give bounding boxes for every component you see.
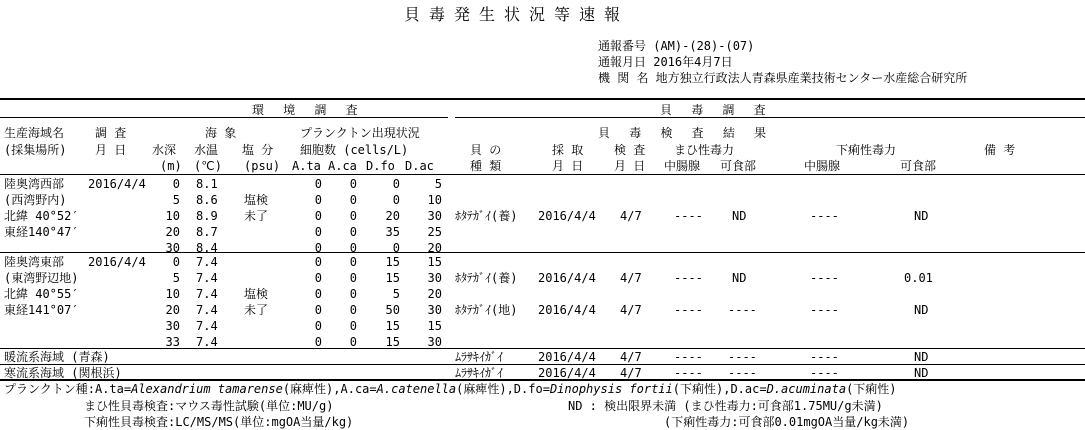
block2-lat: 北緯 40°55′ bbox=[4, 287, 79, 301]
block1-temp-value: 8.6 bbox=[196, 193, 218, 207]
block1-dfo-value: 0 bbox=[392, 193, 400, 207]
block3-sample: 2016/4/4 bbox=[538, 350, 596, 364]
block2-ata-value: 0 bbox=[314, 319, 322, 333]
block2-dac-value: 30 bbox=[427, 271, 442, 285]
block2-bottom-rule bbox=[0, 348, 1085, 349]
block2-temp-value: 7.4 bbox=[196, 303, 218, 317]
block4-psp-hepato: ---- bbox=[674, 366, 703, 380]
block1-area-name: 陸奥湾西部 bbox=[4, 177, 65, 191]
footer-dfo-type: (下痢性),D.ac= bbox=[672, 382, 767, 396]
env-survey-header: 環 境 調 査 bbox=[252, 103, 364, 117]
block2-aca-value: 0 bbox=[349, 319, 357, 333]
block1-dac-value: 20 bbox=[427, 241, 442, 255]
block4-kind: ﾑﾗｻｷｲｶﾞｲ bbox=[455, 366, 504, 380]
report-date: 通報月日 2016年4月7日 bbox=[598, 55, 733, 69]
footer-aca-name: A.catenella bbox=[376, 382, 457, 396]
block2-ata-value: 0 bbox=[314, 303, 322, 317]
block1-dac-value: 25 bbox=[427, 225, 442, 239]
header-dsp: 下痢性毒力 bbox=[836, 143, 897, 157]
block1-dfo-value: 0 bbox=[392, 241, 400, 255]
block2-shell2-kind: ﾎﾀﾃｶﾞｲ(地) bbox=[455, 303, 518, 317]
block2-dac-value: 15 bbox=[427, 255, 442, 269]
shellfish-survey-header: 貝 毒 調 査 bbox=[660, 103, 772, 117]
block2-shell1-dsp-edible: 0.01 bbox=[904, 271, 933, 285]
block4-check: 4/7 bbox=[620, 366, 642, 380]
block2-shell1-kind: ﾎﾀﾃｶﾞｲ(養) bbox=[455, 271, 518, 285]
block4-area: 寒流系海域 (関根浜) bbox=[4, 366, 122, 380]
block2-date: 2016/4/4 bbox=[88, 255, 146, 269]
header-temp-unit: (℃) bbox=[194, 159, 222, 173]
block4-dsp-edible: ND bbox=[914, 366, 929, 380]
block1-ata-value: 0 bbox=[314, 209, 322, 223]
footer-psp-method: まひ性貝毒検査:マウス毒性試験(単位:MU/g) bbox=[84, 399, 334, 413]
footer-dsp-method: 下痢性貝毒検査:LC/MS/MS(単位:mgOA当量/kg) bbox=[84, 415, 354, 429]
block1-ata-value: 0 bbox=[314, 241, 322, 255]
header-sample-md: 月 日 bbox=[552, 159, 584, 173]
block2-aca-value: 0 bbox=[349, 287, 357, 301]
block2-shell1-check: 4/7 bbox=[620, 271, 642, 285]
block1-ata-value: 0 bbox=[314, 177, 322, 191]
header-psp: まひ性毒力 bbox=[674, 143, 735, 157]
block1-dsp-hepato: ---- bbox=[810, 209, 839, 223]
block2-ata-value: 0 bbox=[314, 287, 322, 301]
block1-temp-value: 8.4 bbox=[196, 241, 218, 255]
block1-depth-value: 0 bbox=[172, 177, 180, 191]
block2-ata-value: 0 bbox=[314, 335, 322, 349]
header-bottom-rule bbox=[0, 174, 1085, 175]
block2-depth-value: 20 bbox=[165, 303, 180, 317]
header-psp-hepato: 中腸腺 bbox=[664, 159, 701, 173]
block1-temp-value: 8.1 bbox=[196, 177, 218, 191]
header-dfo: D.fo bbox=[366, 159, 395, 173]
block2-shell2-psp-edible: ---- bbox=[728, 303, 757, 317]
block1-dfo-value: 20 bbox=[385, 209, 400, 223]
block2-depth-value: 33 bbox=[165, 335, 180, 349]
block2-dac-value: 30 bbox=[427, 335, 442, 349]
block2-shell2-check: 4/7 bbox=[620, 303, 642, 317]
block1-depth-value: 30 bbox=[165, 241, 180, 255]
block2-shell2-psp-hepato: ---- bbox=[674, 303, 703, 317]
header-psp-edible: 可食部 bbox=[720, 159, 757, 173]
header-depth: 水深 bbox=[152, 143, 177, 157]
block1-shell-check: 4/7 bbox=[620, 209, 642, 223]
block1-dac-value: 10 bbox=[427, 193, 442, 207]
block2-dac-value: 15 bbox=[427, 319, 442, 333]
block2-shell1-psp-hepato: ---- bbox=[674, 271, 703, 285]
block3-psp-hepato: ---- bbox=[674, 350, 703, 364]
block1-shell-sample: 2016/4/4 bbox=[538, 209, 596, 223]
header-depth-unit: (m) bbox=[160, 159, 182, 173]
block1-dsp-edible: ND bbox=[914, 209, 929, 223]
header-note: 備 考 bbox=[984, 143, 1016, 157]
block2-temp-value: 7.4 bbox=[196, 271, 218, 285]
block3-bottom-rule bbox=[0, 364, 1085, 365]
block1-aca-value: 0 bbox=[349, 241, 357, 255]
header-dac: D.ac bbox=[405, 159, 434, 173]
block2-shell1-sample: 2016/4/4 bbox=[538, 271, 596, 285]
block1-area-place: (西湾野内) bbox=[4, 193, 67, 207]
header-temp: 水温 bbox=[194, 143, 219, 157]
block2-dfo-value: 15 bbox=[385, 335, 400, 349]
report-number: 通報番号 (AM)-(28)-(07) bbox=[598, 39, 755, 53]
header-result: 貝 毒 検 査 結 果 bbox=[598, 126, 773, 140]
header-cells: 細胞数 (cells/L) bbox=[300, 143, 409, 157]
block3-psp-edible: ---- bbox=[728, 350, 757, 364]
block1-dac-value: 5 bbox=[434, 177, 442, 191]
block1-lon: 東経140°47′ bbox=[4, 225, 79, 239]
block1-depth-value: 20 bbox=[165, 225, 180, 239]
block1-temp-value: 8.7 bbox=[196, 225, 218, 239]
block1-aca-value: 0 bbox=[349, 177, 357, 191]
block2-aca-value: 0 bbox=[349, 303, 357, 317]
footer-nd-note: ND : 検出限界未満 (まひ性毒力:可食部1.75MU/g未満) bbox=[568, 399, 883, 413]
footer-dsp-note: (下痢性毒力:可食部0.01mgOA当量/kg未満) bbox=[664, 415, 910, 429]
block2-shell2-dsp-edible: ND bbox=[914, 303, 929, 317]
block1-dac-value: 30 bbox=[427, 209, 442, 223]
block1-aca-value: 0 bbox=[349, 193, 357, 207]
block2-dfo-value: 15 bbox=[385, 319, 400, 333]
block2-area-place: (東湾野辺地) bbox=[4, 271, 79, 285]
block1-psp-edible: ND bbox=[732, 209, 747, 223]
block2-lon: 東経141°07′ bbox=[4, 303, 79, 317]
footer-aca-type: (麻痺性),D.fo= bbox=[456, 382, 550, 396]
report-organization: 機 関 名 地方独立行政法人青森県産業技術センター水産総合研究所 bbox=[598, 71, 968, 85]
block2-temp-value: 7.4 bbox=[196, 335, 218, 349]
block2-dac-value: 20 bbox=[427, 287, 442, 301]
table-top-border bbox=[0, 98, 1085, 100]
block1-aca-value: 0 bbox=[349, 225, 357, 239]
block2-ata-value: 0 bbox=[314, 255, 322, 269]
block1-sal-note1: 塩検 bbox=[244, 193, 269, 207]
block2-shell1-dsp-hepato: ---- bbox=[810, 271, 839, 285]
block1-bottom-rule bbox=[0, 252, 1085, 253]
header-sample: 採 取 bbox=[552, 143, 584, 157]
block2-dfo-value: 50 bbox=[385, 303, 400, 317]
block3-kind: ﾑﾗｻｷｲｶﾞｲ bbox=[455, 350, 504, 364]
footer-dac-name: D.acuminata bbox=[766, 382, 847, 396]
header-dsp-hepato: 中腸腺 bbox=[804, 159, 841, 173]
header-ata: A.ta bbox=[292, 159, 321, 173]
block2-temp-value: 7.4 bbox=[196, 255, 218, 269]
block2-shell2-sample: 2016/4/4 bbox=[538, 303, 596, 317]
header-month-day: 月 日 bbox=[95, 143, 127, 157]
header-shell: 貝 の bbox=[470, 143, 502, 157]
header-area: 生産海域名 bbox=[4, 126, 65, 140]
block1-ata-value: 0 bbox=[314, 225, 322, 239]
header-dsp-edible: 可食部 bbox=[900, 159, 937, 173]
block2-sal-note1: 塩検 bbox=[244, 287, 269, 301]
block2-aca-value: 0 bbox=[349, 335, 357, 349]
block2-aca-value: 0 bbox=[349, 271, 357, 285]
block4-psp-edible: ---- bbox=[728, 366, 757, 380]
block1-temp-value: 8.9 bbox=[196, 209, 218, 223]
header-aca: A.ca bbox=[328, 159, 357, 173]
block2-ata-value: 0 bbox=[314, 271, 322, 285]
header-salinity-unit: (psu) bbox=[244, 159, 281, 173]
block1-psp-hepato: ---- bbox=[674, 209, 703, 223]
footer-plankton-prefix: プランクトン種:A.ta= bbox=[4, 382, 132, 396]
block1-lat: 北緯 40°52′ bbox=[4, 209, 79, 223]
block1-date: 2016/4/4 bbox=[88, 177, 146, 191]
block2-dfo-value: 15 bbox=[385, 271, 400, 285]
header-area-place: (採集場所) bbox=[4, 143, 67, 157]
page-title: 貝毒発生状況等速報 bbox=[404, 5, 630, 24]
block2-depth-value: 30 bbox=[165, 319, 180, 333]
footer-ata-name: Alexandrium tamarense bbox=[131, 382, 283, 396]
block2-aca-value: 0 bbox=[349, 255, 357, 269]
block2-temp-value: 7.4 bbox=[196, 287, 218, 301]
block2-shell2-dsp-hepato: ---- bbox=[810, 303, 839, 317]
block4-dsp-hepato: ---- bbox=[810, 366, 839, 380]
block2-area-name: 陸奥湾東部 bbox=[4, 255, 65, 269]
shell-header-rule bbox=[455, 117, 1085, 118]
block3-dsp-hepato: ---- bbox=[810, 350, 839, 364]
block2-depth-value: 10 bbox=[165, 287, 180, 301]
block2-sal-note2: 未了 bbox=[244, 303, 269, 317]
block2-depth-value: 0 bbox=[172, 255, 180, 269]
block3-check: 4/7 bbox=[620, 350, 642, 364]
block2-temp-value: 7.4 bbox=[196, 319, 218, 333]
block2-dfo-value: 15 bbox=[385, 255, 400, 269]
block1-dfo-value: 0 bbox=[392, 177, 400, 191]
block4-sample: 2016/4/4 bbox=[538, 366, 596, 380]
header-survey: 調 査 bbox=[95, 126, 127, 140]
block2-depth-value: 5 bbox=[172, 271, 180, 285]
block2-dfo-value: 5 bbox=[392, 287, 400, 301]
header-sea: 海 象 bbox=[205, 126, 237, 140]
block1-depth-value: 10 bbox=[165, 209, 180, 223]
block1-shell-kind: ﾎﾀﾃｶﾞｲ(養) bbox=[455, 209, 518, 223]
block1-dfo-value: 35 bbox=[385, 225, 400, 239]
header-kind: 種 類 bbox=[470, 159, 502, 173]
header-check-md: 月 日 bbox=[614, 159, 646, 173]
footer-dac-type: (下痢性) bbox=[846, 382, 897, 396]
header-plankton: プランクトン出現状況 bbox=[300, 126, 420, 140]
block2-shell1-psp-edible: ND bbox=[732, 271, 747, 285]
block2-dac-value: 30 bbox=[427, 303, 442, 317]
header-check: 検 査 bbox=[614, 143, 646, 157]
block1-sal-note2: 未了 bbox=[244, 209, 269, 223]
footer-plankton-species bbox=[4, 382, 897, 396]
block1-aca-value: 0 bbox=[349, 209, 357, 223]
block1-ata-value: 0 bbox=[314, 193, 322, 207]
block3-area: 暖流系海域 (青森) bbox=[4, 350, 110, 364]
block1-depth-value: 5 bbox=[172, 193, 180, 207]
footer-dfo-name: Dinophysis fortii bbox=[549, 382, 673, 396]
header-salinity: 塩 分 bbox=[242, 143, 274, 157]
footer-ata-type: (麻痺性),A.ca= bbox=[282, 382, 377, 396]
env-header-rule bbox=[0, 117, 448, 118]
block3-dsp-edible: ND bbox=[914, 350, 929, 364]
